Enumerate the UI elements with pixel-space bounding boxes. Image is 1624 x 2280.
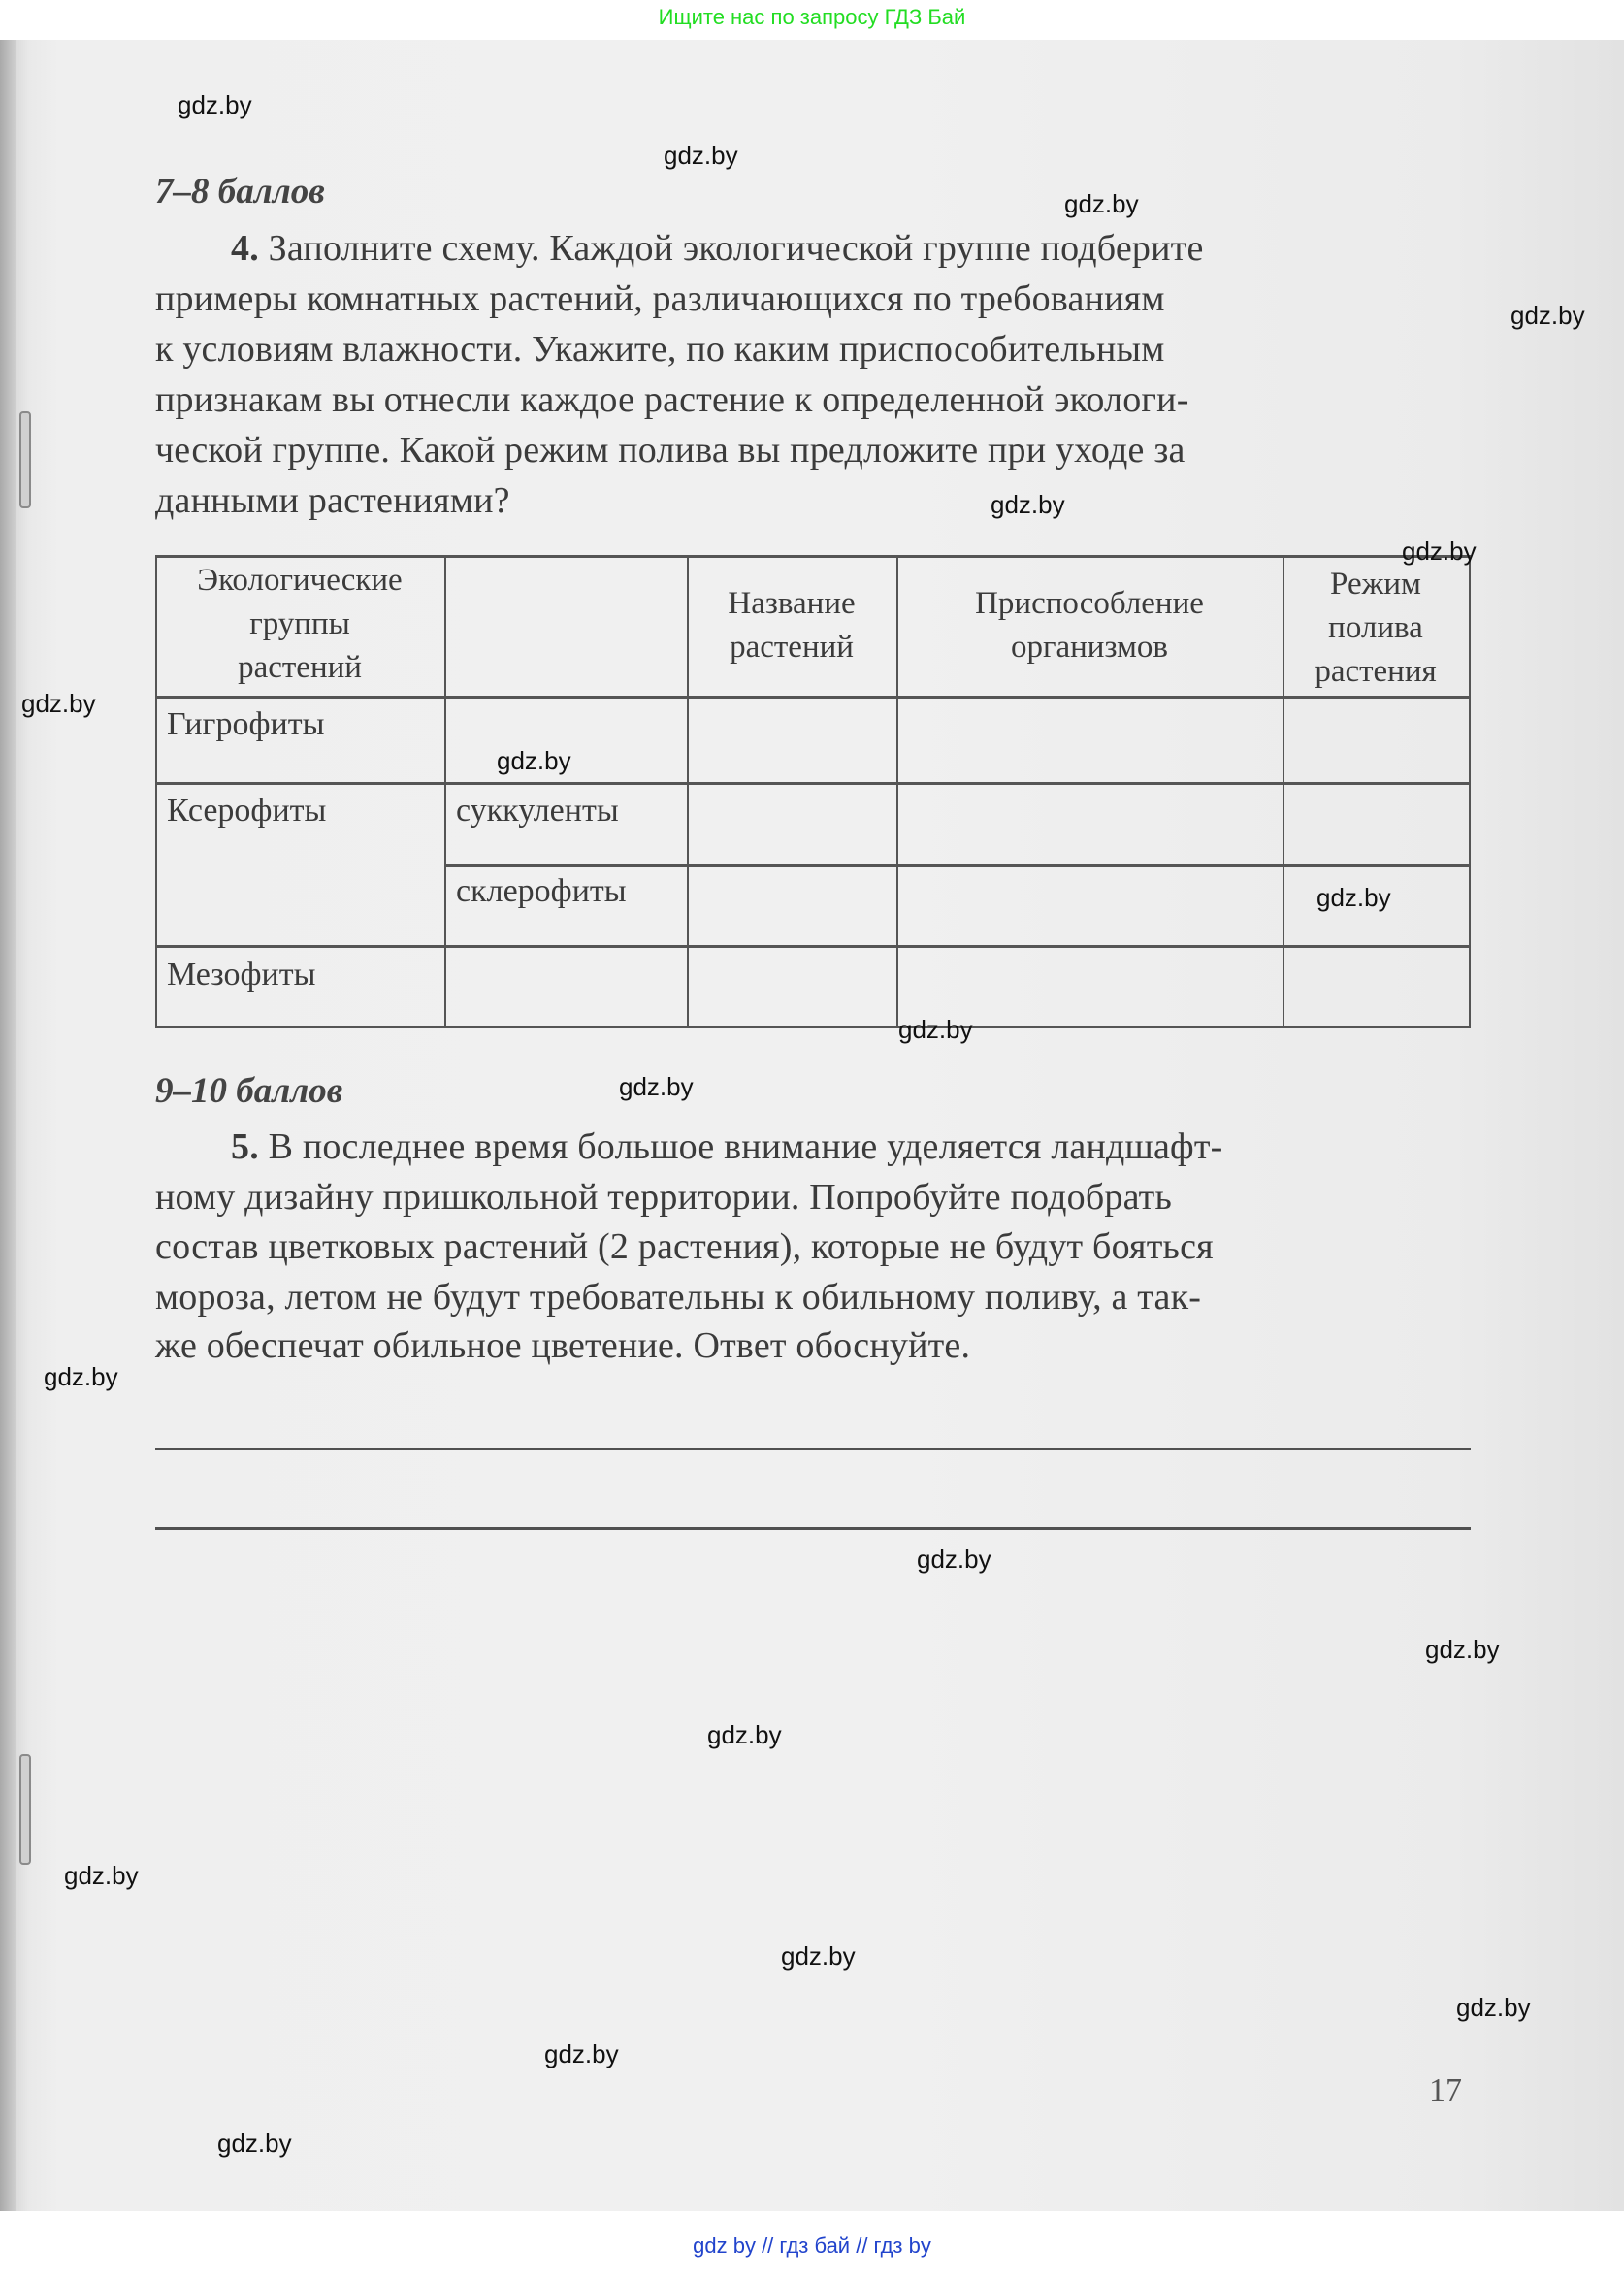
task-5-text: В последнее время большое внимание уделяется ландшафт- [258,1126,1223,1167]
header-line: растений [730,630,854,665]
watermark: gdz.by [497,746,571,775]
task-4-text: Заполните схему. Каждой экологической группе подберите [258,228,1204,269]
table-row-divider [155,782,1471,785]
watermark: gdz.by [991,490,1065,519]
watermark: gdz.by [1456,1993,1531,2022]
header-watering-mode [1283,563,1469,694]
table-border-bottom [155,1026,1471,1028]
watermark: gdz.by [21,689,96,718]
watermark: gdz.by [1425,1635,1500,1664]
watermark: gdz.by [917,1545,991,1574]
table-border-right [1469,555,1471,1027]
staple-top [19,411,31,508]
table-row-divider [155,945,1471,948]
header-adaptation [896,582,1283,669]
watermark: gdz.by [1402,537,1477,566]
staple-bottom [19,1754,31,1865]
task-4-number: 4. [231,228,259,269]
watermark: gdz.by [781,1941,856,1971]
header-line: организмов [1010,630,1169,665]
header-plant-name [687,582,896,669]
ecological-groups-table [155,555,1471,1027]
watermark: gdz.by [664,141,738,170]
table-border-top [155,555,1471,558]
header-line: Режим [1330,567,1421,602]
task-5-line-2: ному дизайну пришкольной территории. Попробуйте подобрать [155,1177,1172,1218]
header-line: растения [1315,654,1437,689]
watermark: gdz.by [1064,189,1139,218]
section-heading-9-10: 9–10 баллов [155,1071,343,1111]
header-line: Приспособление [975,586,1204,621]
task-4-line-1 [231,227,1204,270]
task-4-line-6: данными растениями? [155,480,510,521]
footer-links[interactable]: gdz by // гдз бай // гдз by [0,2212,1624,2271]
table-subrow-divider [444,864,1471,867]
task-5-line-4: мороза, летом не будут требовательны к обильному поливу, а так- [155,1277,1202,1318]
header-line: растений [238,650,362,685]
task-4-line-5: ческой группе. Какой режим полива вы предложите при уходе за [155,430,1186,471]
watermark: gdz.by [898,1015,973,1044]
row-group-hygrophytes: Гигрофиты [167,706,325,742]
watermark: gdz.by [44,1362,118,1391]
header-line: Экологические [197,563,403,598]
row-subgroup-sclerophytes: склерофиты [456,873,627,909]
header-line: группы [249,606,350,641]
row-group-mesophytes: Мезофиты [167,957,316,993]
task-5-line-1 [231,1125,1223,1168]
table-header-divider [155,696,1471,699]
page-number: 17 [1429,2072,1462,2108]
header-line: полива [1328,610,1423,645]
answer-line-1[interactable] [155,1448,1471,1450]
task-4-line-4: признакам вы отнесли каждое растение к определенной экологи- [155,379,1189,420]
watermark: gdz.by [1316,883,1391,912]
page-binding-edge [0,40,16,2211]
task-5-number: 5. [231,1126,259,1167]
header-ecological-groups [155,559,444,690]
watermark: gdz.by [1510,301,1585,330]
top-banner[interactable]: Ищите нас по запросу ГДЗ Бай [0,0,1624,39]
task-5-line-3: состав цветковых растений (2 растения), которые не будут бояться [155,1226,1214,1267]
watermark: gdz.by [217,2129,292,2158]
watermark: gdz.by [544,2039,619,2068]
section-heading-7-8: 7–8 баллов [155,172,325,212]
watermark: gdz.by [619,1072,694,1101]
task-4-line-2: примеры комнатных растений, различающихся по требованиям [155,278,1165,319]
answer-line-2[interactable] [155,1527,1471,1530]
watermark: gdz.by [64,1861,139,1890]
header-line: Название [728,586,856,621]
row-group-xerophytes: Ксерофиты [167,793,327,829]
table-col-divider [444,555,446,1027]
watermark: gdz.by [707,1720,782,1749]
row-subgroup-succulents: суккуленты [456,793,619,829]
task-4-line-3: к условиям влажности. Укажите, по каким приспособительным [155,329,1165,370]
task-5-line-5: же обеспечат обильное цветение. Ответ обоснуйте. [155,1325,971,1366]
watermark: gdz.by [178,90,252,119]
